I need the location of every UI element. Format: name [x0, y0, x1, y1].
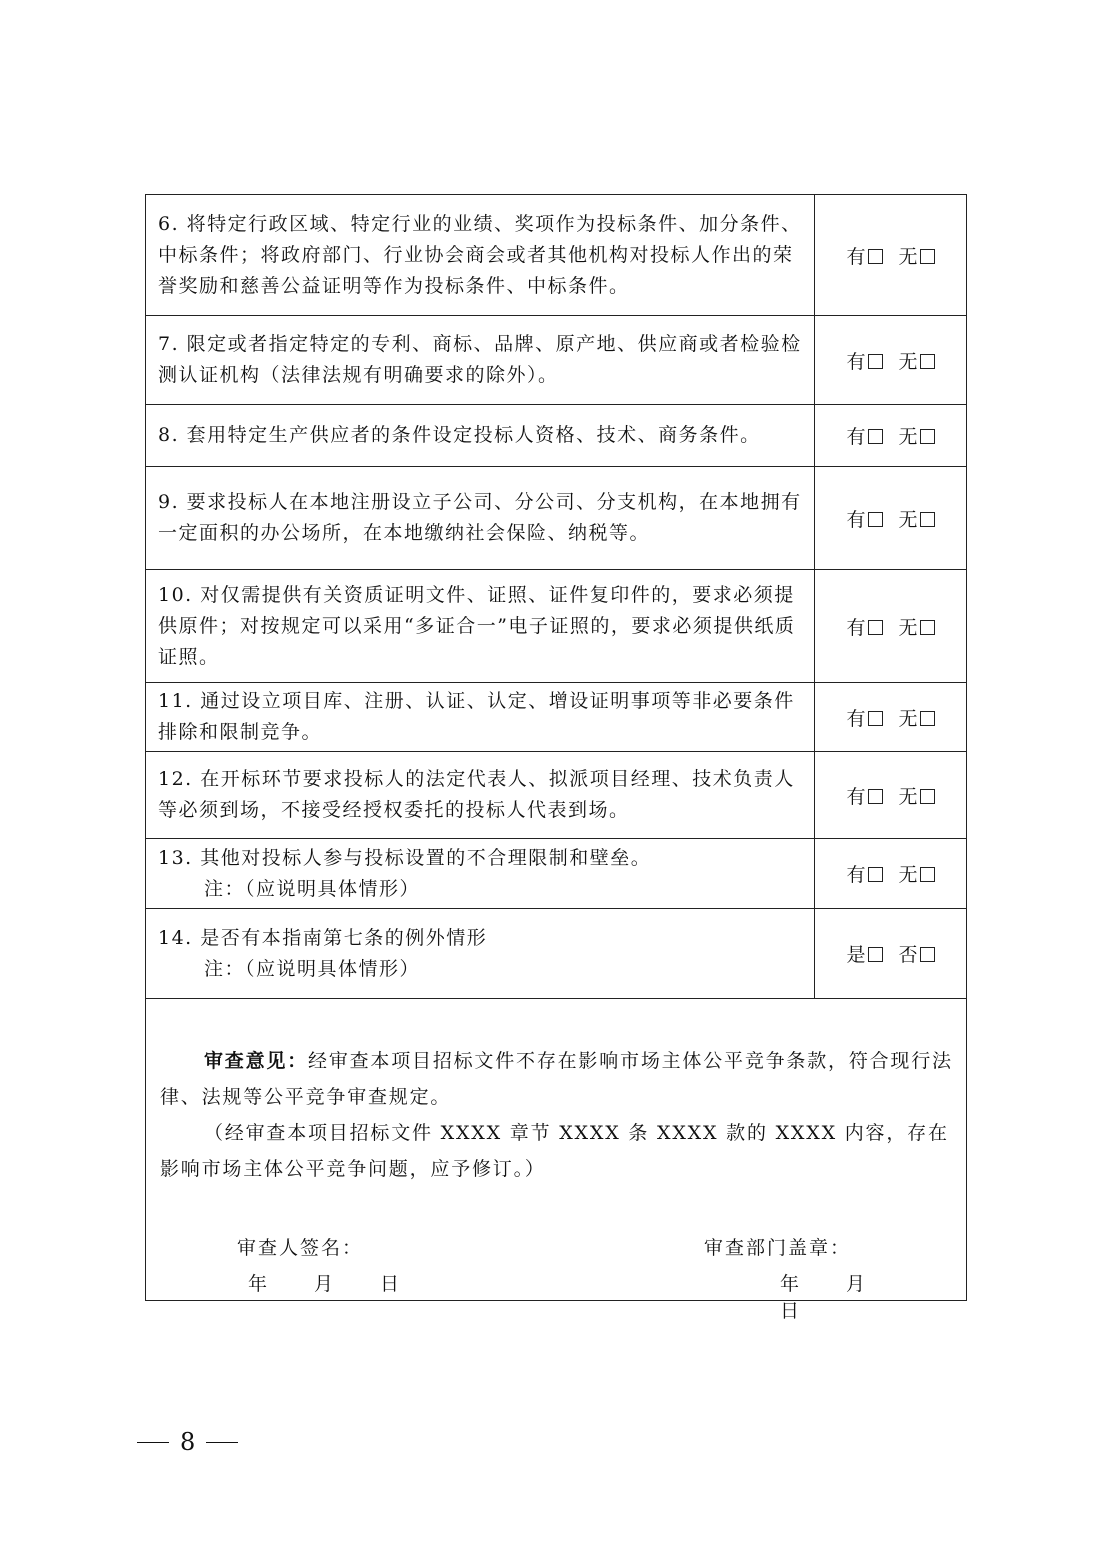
- item-text: 9. 要求投标人在本地注册设立子公司、分公司、分支机构，在本地拥有一定面积的办公场所，在本地缴纳社会保险、纳税等。: [146, 467, 815, 570]
- checkbox[interactable]: [868, 429, 883, 444]
- option-cell: [815, 467, 967, 570]
- option-no-label: 无: [898, 350, 918, 373]
- option-no-label: 无: [898, 616, 918, 639]
- checkbox[interactable]: [868, 947, 883, 962]
- page-footer: [137, 1428, 238, 1456]
- option-no-label: 无: [898, 785, 918, 808]
- checkbox[interactable]: [868, 789, 883, 804]
- item-text: 8. 套用特定生产供应者的条件设定投标人资格、技术、商务条件。: [146, 405, 815, 467]
- department-date: [780, 1269, 966, 1323]
- checkbox[interactable]: [920, 867, 935, 882]
- checkbox[interactable]: [868, 512, 883, 527]
- review-checklist-table: [145, 194, 967, 1322]
- month-label: 月: [846, 1273, 868, 1295]
- item-text: 12. 在开标环节要求投标人的法定代表人、拟派项目经理、技术负责人等必须到场，不接受经授权委托的投标人代表到场。: [146, 752, 815, 839]
- option-cell: [815, 839, 967, 909]
- option-no-label: 无: [898, 707, 918, 730]
- month-label: 月: [314, 1273, 336, 1295]
- item-text: 13. 其他对投标人参与投标设置的不合理限制和壁垒。: [158, 846, 652, 869]
- page-number: 8: [180, 1428, 196, 1456]
- option-cell: [815, 195, 967, 316]
- checklist-row: [146, 752, 967, 839]
- footer-dash: [137, 1442, 169, 1443]
- item-cell: [146, 909, 815, 999]
- checklist-row: [146, 570, 967, 683]
- option-yes-label: 有: [846, 616, 866, 639]
- checklist-row: [146, 467, 967, 570]
- reviewer-date: [248, 1269, 446, 1296]
- option-cell: [815, 909, 967, 999]
- checkbox[interactable]: [868, 354, 883, 369]
- option-yes-label: 是: [846, 944, 866, 966]
- department-seal-label: 审查部门盖章：: [704, 1237, 852, 1259]
- checkbox[interactable]: [920, 620, 935, 635]
- item-text: 7. 限定或者指定特定的专利、商标、品牌、原产地、供应商或者检验检测认证机构（法律法规有明确要求的除外）。: [146, 316, 815, 405]
- day-label: 日: [380, 1273, 402, 1295]
- item-text: 14. 是否有本指南第七条的例外情形: [158, 926, 488, 949]
- checkbox[interactable]: [920, 354, 935, 369]
- review-opinion: [160, 1043, 956, 1187]
- checkbox[interactable]: [920, 947, 935, 962]
- checkbox[interactable]: [920, 249, 935, 264]
- checkbox[interactable]: [868, 620, 883, 635]
- checkbox[interactable]: [920, 789, 935, 804]
- option-yes-label: 有: [846, 864, 866, 886]
- review-opinion-cell: [146, 999, 967, 1322]
- item-note: 注：（应说明具体情形）: [204, 957, 421, 980]
- review-label: 审查意见：: [204, 1050, 309, 1072]
- year-label: 年: [248, 1273, 270, 1295]
- checkbox[interactable]: [920, 429, 935, 444]
- option-cell: [815, 752, 967, 839]
- option-no-label: 无: [898, 864, 918, 886]
- option-no-label: 无: [898, 508, 918, 531]
- option-no-label: 无: [898, 245, 918, 268]
- review-text: 经审查本项目招标文件不存在影响市场主体公平竞争条款，符合现行法律、法规等公平竞争审查规定。: [160, 1050, 953, 1108]
- option-cell: [815, 683, 967, 752]
- option-yes-label: 有: [846, 350, 866, 373]
- checkbox[interactable]: [920, 512, 935, 527]
- item-text: 6. 将特定行政区域、特定行业的业绩、奖项作为投标条件、加分条件、中标条件；将政府部门、行业协会商会或者其他机构对投标人作出的荣誉奖励和慈善公益证明等作为投标条件、中标条件。: [146, 195, 815, 316]
- checkbox[interactable]: [920, 711, 935, 726]
- option-cell: [815, 570, 967, 683]
- option-no-label: 否: [898, 944, 918, 966]
- day-label: 日: [780, 1300, 802, 1322]
- checkbox[interactable]: [868, 867, 883, 882]
- item-note: 注：（应说明具体情形）: [204, 877, 421, 900]
- option-yes-label: 有: [846, 508, 866, 531]
- option-yes-label: 有: [846, 707, 866, 730]
- option-yes-label: 有: [846, 245, 866, 268]
- checklist-row: [146, 195, 967, 316]
- item-cell: [146, 839, 815, 909]
- checkbox[interactable]: [868, 249, 883, 264]
- review-paragraph: [160, 1043, 956, 1115]
- item-text: 11. 通过设立项目库、注册、认证、认定、增设证明事项等非必要条件排除和限制竞争。: [146, 683, 815, 752]
- checkbox[interactable]: [868, 711, 883, 726]
- option-no-label: 无: [898, 426, 918, 448]
- checklist-row: [146, 683, 967, 752]
- review-alt-text: （经审查本项目招标文件 XXXX 章节 XXXX 条 XXXX 款的 XXXX 内容，存在影响市场主体公平竞争问题，应予修订。）: [160, 1122, 949, 1180]
- option-cell: [815, 316, 967, 405]
- checklist-row: [146, 909, 967, 999]
- item-text: 10. 对仅需提供有关资质证明文件、证照、证件复印件的，要求必须提供原件；对按规定可以采用“多证合一”电子证照的，要求必须提供纸质证照。: [146, 570, 815, 683]
- review-row: [146, 999, 967, 1301]
- checklist-row: [146, 839, 967, 909]
- option-cell: [815, 405, 967, 467]
- year-label: 年: [780, 1273, 802, 1295]
- footer-dash: [206, 1442, 238, 1443]
- checklist-row: [146, 316, 967, 405]
- reviewer-signature-label: 审查人签名：: [237, 1237, 364, 1259]
- checklist-row: [146, 405, 967, 467]
- option-yes-label: 有: [846, 785, 866, 808]
- option-yes-label: 有: [846, 426, 866, 448]
